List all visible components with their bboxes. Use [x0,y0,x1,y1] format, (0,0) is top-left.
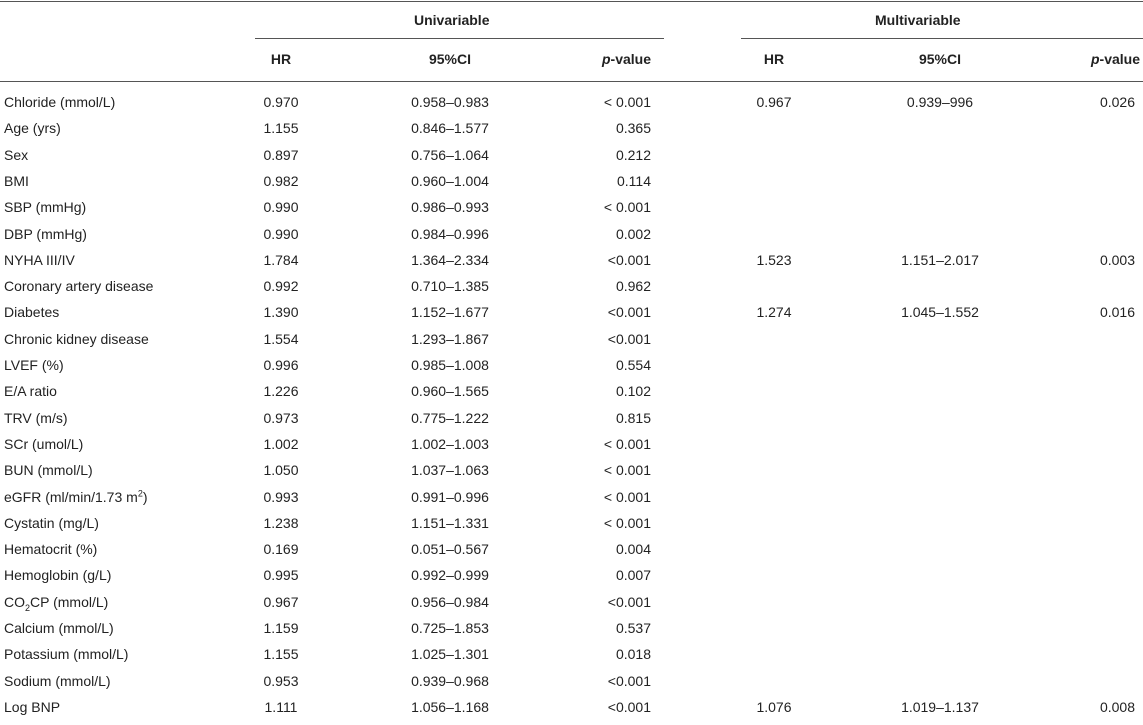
table-row [0,515,1143,541]
row-label: Calcium (mmol/L) [4,620,114,636]
multivariable-p-cell: 0.026 [1099,94,1135,110]
multivariable-hr-cell: 1.523 [756,251,792,268]
table-row [0,383,1143,409]
univariable-ci-cell: 0.051–0.567 [411,541,489,558]
univariable-hr-cell: 0.169 [263,541,299,558]
table-row [0,646,1143,672]
univariable-p-cell: < 0.001 [603,94,651,110]
univariable-hr-cell: 0.982 [263,172,299,189]
multivariable-ci-cell: 1.151–2.017 [901,251,979,268]
univariable-hr-cell: 1.784 [263,251,299,268]
univariable-hr-cell: 0.973 [263,409,299,426]
table-top-rule [0,1,1143,2]
univariable-p-cell: 0.962 [615,278,651,295]
univariable-hr-cell: 1.111 [264,698,298,715]
univariable-p-cell: < 0.001 [603,514,651,531]
univariable-p-header [551,51,651,67]
table-row [0,252,1143,278]
p-rest: -value [610,51,651,67]
univariable-p-cell: < 0.001 [603,435,651,452]
univariable-hr-cell: 1.554 [263,330,299,347]
univariable-p-cell: <0.001 [607,672,651,689]
univariable-hr-cell: 1.002 [263,435,299,452]
row-label: eGFR (ml/min/1.73 $m^2$) [4,487,148,505]
univariable-ci-cell: 1.151–1.331 [411,514,489,531]
univariable-hr-cell: 0.996 [263,357,299,373]
row-label: Log BNP [4,698,61,715]
univariable-ci-cell: 0.956–0.984 [411,593,489,610]
univariable-hr-header: HR [270,51,292,67]
multivariable-hr-cell: 1.076 [756,698,792,715]
table-row [0,620,1143,646]
header-bottom-rule [0,81,1143,82]
univariable-hr-cell: 0.970 [263,94,299,110]
table-row [0,541,1143,567]
univariable-hr-cell: 0.995 [263,567,299,584]
univariable-hr-cell: 0.993 [263,488,299,505]
row-label: SBP (mmHg) [4,199,87,216]
row-label: Chloride (mmol/L) [4,94,116,110]
univariable-ci-cell: 0.960–1.565 [411,383,489,400]
row-label: Potassium (mmol/L) [4,646,129,663]
univariable-ci-cell: 1.152–1.677 [411,304,489,321]
univariable-ci-header: 95%CI [428,51,472,67]
univariable-hr-cell: 0.992 [263,278,299,295]
univariable-p-cell: < 0.001 [603,199,651,216]
univariable-ci-cell: 1.056–1.168 [411,698,489,715]
multivariable-p-header [1040,51,1140,67]
univariable-ci-cell: 0.939–0.968 [411,672,489,689]
multivariable-hr-header: HR [763,51,785,67]
table-row [0,173,1143,199]
univariable-ci-cell: 1.002–1.003 [411,435,489,452]
univariable-hr-cell: 0.897 [263,146,299,163]
univariable-p-cell: < 0.001 [603,462,651,479]
univariable-p-cell: 0.002 [615,225,651,242]
univariable-ci-cell: 0.986–0.993 [411,199,489,216]
univariable-ci-cell: 0.991–0.996 [411,488,489,505]
univariable-hr-cell: 1.159 [263,620,299,636]
univariable-ci-cell: 1.364–2.334 [411,251,489,268]
table-row [0,594,1143,620]
multivariable-hr-cell: 0.967 [756,94,792,110]
row-label: BUN (mmol/L) [4,462,93,479]
univariable-p-cell: 0.004 [615,541,651,558]
table-row [0,436,1143,462]
row-label: Coronary artery disease [4,278,154,295]
p-italic: p [601,51,611,67]
univariable-hr-cell: 1.238 [263,514,299,531]
multivariable-ci-cell: 0.939–996 [906,94,974,110]
multivariable-p-cell: 0.003 [1099,251,1135,268]
table-row [0,199,1143,225]
row-label: Hemoglobin (g/L) [4,567,112,584]
univariable-p-cell: 0.007 [615,567,651,584]
univariable-ci-cell: 0.846–1.577 [411,120,489,137]
multivariable-rule [741,38,1143,39]
univariable-p-cell: 0.537 [615,620,651,636]
univariable-p-cell: 0.815 [615,409,651,426]
multivariable-p-cell: 0.008 [1099,698,1135,715]
univariable-hr-cell: 1.050 [263,462,299,479]
univariable-p-cell: <0.001 [607,593,651,610]
row-label: $CO_2CP$ (mmol/L) [4,593,109,613]
univariable-hr-cell: 0.990 [263,199,299,216]
univariable-hr-cell: 1.155 [263,120,299,137]
univariable-ci-cell: 0.958–0.983 [411,94,489,110]
univariable-p-cell: 0.102 [615,383,651,400]
row-label: NYHA III/IV [4,251,75,268]
table-row [0,278,1143,304]
univariable-ci-cell: 1.025–1.301 [411,646,489,663]
row-label: BMI [4,172,29,189]
univariable-ci-cell: 0.775–1.222 [411,409,489,426]
univariable-ci-cell: 0.725–1.853 [411,620,489,636]
row-label: TRV (m/s) [4,409,68,426]
univariable-ci-cell: 0.710–1.385 [411,278,489,295]
row-label: E/A ratio [4,383,57,400]
multivariable-p-cell: 0.016 [1099,304,1135,321]
univariable-hr-cell: 1.226 [263,383,299,400]
univariable-hr-cell: 0.990 [263,225,299,242]
univariable-ci-cell: 0.756–1.064 [411,146,489,163]
table-row [0,304,1143,330]
row-label: Sodium (mmol/L) [4,672,111,689]
row-label: Chronic kidney disease [4,330,149,347]
univariable-p-cell: < 0.001 [603,488,651,505]
univariable-ci-cell: 1.293–1.867 [411,330,489,347]
univariable-header: Univariable [414,12,490,28]
univariable-ci-cell: 0.960–1.004 [411,172,489,189]
row-label: LVEF (%) [4,357,64,373]
table-row [0,120,1143,146]
univariable-p-cell: <0.001 [607,251,651,268]
multivariable-ci-header: 95%CI [918,51,962,67]
row-label: Hematocrit (%) [4,541,98,558]
p-italic: p [1090,51,1100,67]
table-row [0,94,1143,120]
table-row [0,226,1143,252]
univariable-hr-cell: 1.155 [263,646,299,663]
row-label: DBP (mmHg) [4,225,87,242]
row-label: SCr (umol/L) [4,435,84,452]
table-row [0,410,1143,436]
univariable-ci-cell: 0.984–0.996 [411,225,489,242]
row-label: Cystatin (mg/L) [4,514,99,531]
univariable-p-cell: <0.001 [607,330,651,347]
row-label: Diabetes [4,304,60,321]
univariable-hr-cell: 1.390 [263,304,299,321]
table-row [0,357,1143,383]
table-row [0,567,1143,593]
univariable-ci-cell: 0.992–0.999 [411,567,489,584]
table-row [0,147,1143,173]
univariable-ci-cell: 1.037–1.063 [411,462,489,479]
table-row [0,673,1143,699]
table-row [0,489,1143,515]
row-label: Sex [4,146,29,163]
univariable-hr-cell: 0.953 [263,672,299,689]
univariable-p-cell: <0.001 [607,304,651,321]
row-label: Age (yrs) [4,120,61,137]
univariable-hr-cell: 0.967 [263,593,299,610]
table-row [0,462,1143,488]
multivariable-ci-cell: 1.045–1.552 [901,304,979,321]
multivariable-hr-cell: 1.274 [756,304,792,321]
univariable-rule [255,38,664,39]
univariable-p-cell: 0.212 [615,146,651,163]
univariable-ci-cell: 0.985–1.008 [411,357,489,373]
multivariable-header: Multivariable [875,12,961,28]
univariable-p-cell: 0.554 [615,357,651,373]
univariable-p-cell: 0.365 [615,120,651,137]
multivariable-ci-cell: 1.019–1.137 [901,698,979,715]
univariable-p-cell: 0.018 [615,646,651,663]
p-rest: -value [1099,51,1140,67]
table-row [0,331,1143,357]
univariable-p-cell: 0.114 [617,172,651,189]
univariable-p-cell: <0.001 [607,698,651,715]
